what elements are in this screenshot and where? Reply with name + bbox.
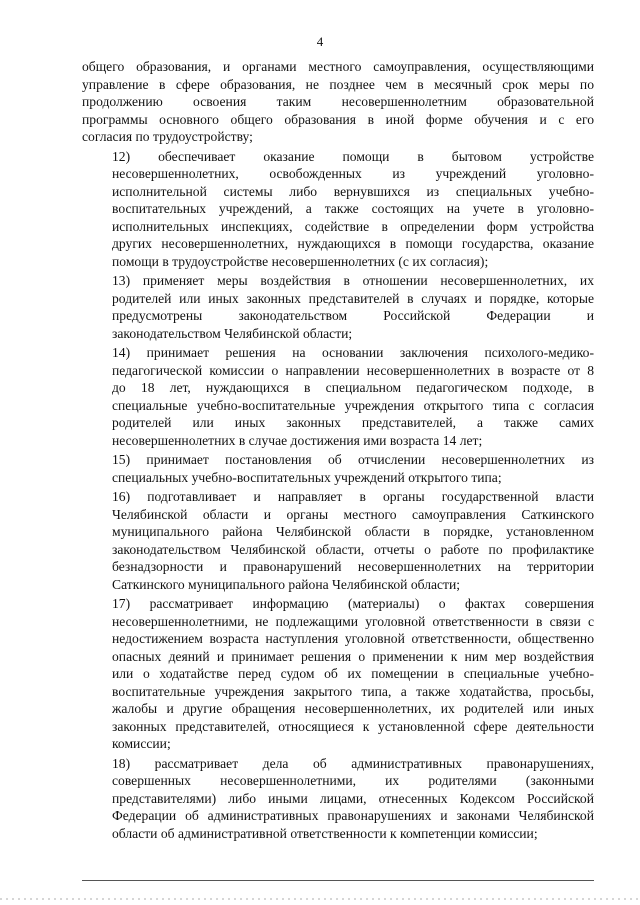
- text-line: несовершеннолетних, освобожденных из учреждений уголовно-: [112, 166, 594, 181]
- text-line: 15) принимает постановления об отчислении несовершеннолетних из: [112, 452, 594, 467]
- text-line: комиссии;: [112, 736, 171, 751]
- text-line: Федерации об административных правонарушениях и законами Челябинской: [112, 808, 594, 823]
- text-line: других несовершеннолетних, нуждающихся в помощи государства, оказание: [112, 236, 594, 251]
- text-line: исполнительной системы либо вернувшихся из специальных учебно-: [112, 183, 594, 199]
- text-line: специальные учебно-воспитательные учреждения открытого типа с согласия: [112, 397, 594, 413]
- text-line: законодательством Челябинской области;: [112, 325, 353, 341]
- paragraph: [82, 488, 594, 593]
- text-line: муниципального района Челябинской области в порядке, установленном: [112, 524, 594, 539]
- document-body: [82, 58, 594, 844]
- text-line: воспитательные учреждения закрытого типа, а также ходатайства, просьбы,: [112, 683, 594, 699]
- text-line: педагогической комиссии о направлении несовершеннолетних в возрасте от 8: [112, 362, 594, 378]
- text-line: родителей или иных законных представителей в случаях и порядке, которые: [112, 290, 594, 306]
- paragraph: [82, 755, 594, 843]
- text-line: Челябинской области и органы местного самоуправления Саткинского: [112, 506, 594, 522]
- paragraph: [82, 148, 594, 271]
- text-line: до 18 лет, нуждающихся в специальном педагогическом подходе, в: [112, 380, 594, 395]
- text-line: воспитательных учреждений, а также состоящих на учете в уголовно-: [112, 201, 594, 216]
- text-line: жалобы и другие обращения несовершеннолетних, их родителей или иных: [112, 701, 594, 716]
- text-line: 14) принимает решения на основании заключения психолого-медико-: [112, 345, 594, 360]
- text-line: специальных учебно-воспитательных учреждений открытого типа;: [112, 469, 502, 485]
- text-line: безнадзорности и правонарушений несовершеннолетних на территории: [112, 559, 594, 574]
- paragraph: [82, 595, 594, 753]
- paragraph: [82, 344, 594, 449]
- text-line: представителями) либо иными лицами, отнесенных Кодексом Российской: [112, 790, 594, 806]
- paragraph: [82, 451, 594, 486]
- text-line: совершенных несовершеннолетними, их родителями (законными: [112, 773, 594, 788]
- text-line: 18) рассматривает дела об административных правонарушениях,: [112, 755, 594, 771]
- text-line: 12) обеспечивает оказание помощи в бытовом устройстве: [112, 148, 594, 164]
- text-line: исполнительных инспекциях, содействие в определении форм устройства: [112, 218, 594, 234]
- paragraph: [82, 272, 594, 342]
- page-bottom-divider: [82, 880, 594, 881]
- text-line: области об административной ответственности к компетенции комиссии;: [112, 825, 538, 841]
- text-line: общего образования, и органами местного самоуправления, осуществляющими: [82, 59, 594, 74]
- text-line: недостижением возраста наступления уголовной ответственности, общественно: [112, 631, 594, 646]
- text-line: программы основного общего образования в иной форме обучения и с его: [82, 111, 594, 127]
- text-line: 16) подготавливает и направляет в органы государственной власти: [112, 489, 594, 504]
- text-line: законодательством Челябинской области, отчеты о работе по профилактике: [112, 541, 594, 557]
- text-line: Саткинского муниципального района Челябинской области;: [112, 576, 461, 592]
- page-number: 4: [316, 34, 324, 49]
- scan-artifact-strip: [0, 898, 640, 900]
- text-line: продолжению освоения таким несовершеннолетним образовательной: [82, 94, 594, 109]
- text-line: 17) рассматривает информацию (материалы) о фактах совершения: [112, 596, 594, 611]
- text-line: законных представителей, относящиеся к установленной сфере деятельности: [112, 718, 594, 734]
- text-line: управление в сфере образования, не позднее чем в месячный срок меры по: [82, 76, 594, 92]
- paragraph: [82, 58, 594, 146]
- text-line: согласия по трудоустройству;: [82, 129, 253, 144]
- text-line: несовершеннолетними, не подлежащими уголовной ответственности в связи с: [112, 613, 594, 629]
- text-line: опасных деяний и принимает решения о применении к ним мер воздействия: [112, 648, 594, 664]
- text-line: предусмотрены законодательством Российской Федерации и: [112, 308, 594, 323]
- text-line: или о ходатайстве перед судом об их помещении в специальные учебно-: [112, 666, 594, 681]
- text-line: несовершеннолетних в случае достижения ими возраста 14 лет;: [112, 432, 483, 448]
- text-line: родителей или иных законных представителей, а также самих: [112, 415, 594, 430]
- text-line: 13) применяет меры воздействия в отношении несовершеннолетних, их: [112, 273, 594, 288]
- text-line: помощи в трудоустройстве несовершеннолетних (с их согласия);: [112, 253, 489, 269]
